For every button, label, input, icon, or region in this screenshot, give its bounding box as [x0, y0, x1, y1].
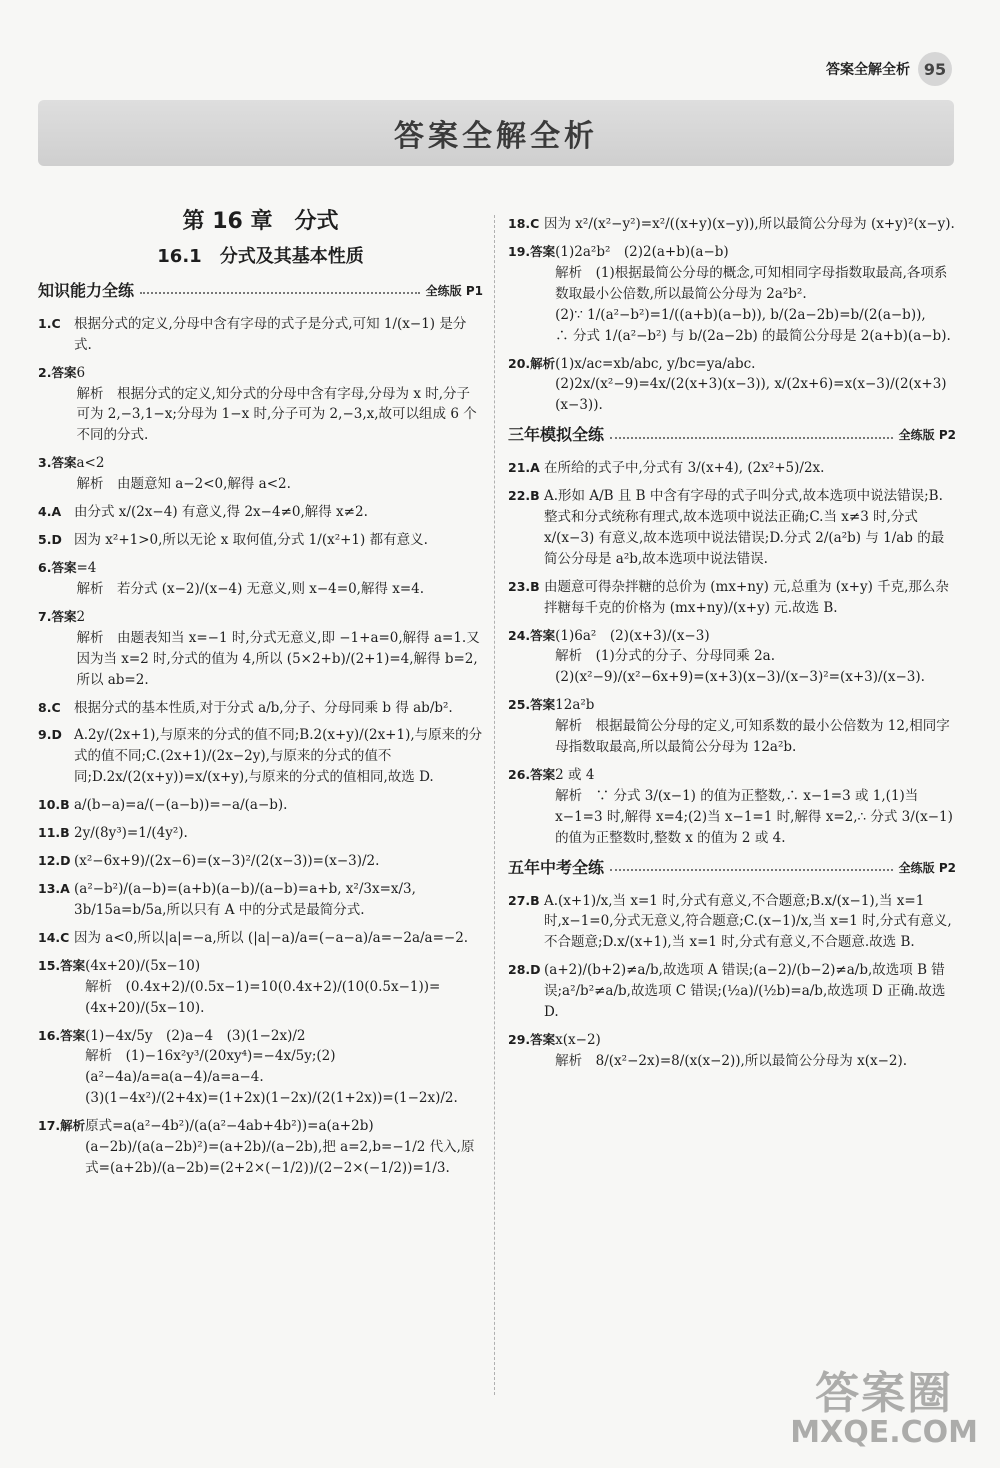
question-number: 5.D [38, 532, 62, 548]
answer-text: 2 或 4 [555, 767, 595, 784]
part-reference: 全练版 P2 [898, 428, 956, 443]
answer-item [38, 363, 483, 447]
answer-item [38, 607, 483, 691]
title-banner: 答案全解全析 [38, 100, 954, 166]
answer-body [74, 698, 483, 719]
part-reference: 全练版 P2 [898, 860, 956, 875]
section-title: 16.1 分式及其基本性质 [157, 246, 364, 268]
part-header-1 [38, 279, 483, 304]
answer-body [555, 354, 956, 417]
question-number: 15.答案 [38, 957, 86, 973]
answer-text: 解析 由题表知当 x=−1 时,分式无意义,即 −1+a=0,解得 a=1.又因为当 x=2 时,分式的值为 4,所以 (5×2+b)/(2+1)=4,解得 b=2,所以 ab=2. [76, 629, 480, 688]
answer-item [508, 458, 956, 479]
answer-body [76, 363, 483, 447]
page-header [826, 52, 952, 86]
question-number: 17.解析 [38, 1118, 86, 1134]
question-number: 25.答案 [508, 697, 556, 713]
answer-item [38, 502, 483, 523]
answer-body [74, 823, 483, 844]
answer-body [555, 626, 956, 689]
answer-body [74, 928, 483, 949]
watermark-text: 答案圈 [815, 1368, 954, 1419]
part-title: 五年中考全练 [508, 857, 605, 877]
answer-text: 解析 (1)根据最简公分母的概念,可知相同字母指数取最高,各项系数取最小公倍数,所以最简公分母为 2a²b². [555, 264, 948, 302]
answer-item [508, 354, 956, 417]
part-header-2 [508, 423, 956, 448]
answer-text: (2)2x/(x²−9)=4x/(2(x+3)(x−3)), x/(2x+6)=x(x−3)/(2(x+3)(x−3)). [555, 376, 947, 414]
question-number: 21.A [508, 460, 540, 476]
answer-text: 由题意可得杂拌糖的总价为 (mx+ny) 元,总重为 (x+y) 千克,那么杂拌糖每千克的价格为 (mx+ny)/(x+y) 元.故选 B. [544, 578, 949, 616]
question-number: 4.A [38, 504, 62, 520]
answer-body [544, 960, 956, 1023]
answer-text: (3)(1−4x²)/(2+4x)=(1+2x)(1−2x)/(2(1+2x))=(1−2x)/2. [85, 1090, 458, 1107]
answer-item [508, 214, 956, 235]
answer-item [38, 1026, 483, 1110]
answer-text: (1)−4x/5y (2)a−4 (3)(1−2x)/2 [85, 1027, 306, 1044]
question-number: 11.B [38, 825, 70, 841]
answer-text: 在所给的式子中,分式有 3/(x+4), (2x²+5)/2x. [544, 460, 825, 477]
answer-text: 解析 根据分式的定义,知分式的分母中含有字母,分母为 x 时,分子可为 2,−3,1−x;分母为 1−x 时,分子可为 2,−3,x,故可以组成 6 个不同的分式. [76, 385, 477, 444]
answer-text: 解析 (1)分式的分子、分母同乘 2a. [555, 648, 775, 665]
answer-list [38, 314, 483, 1179]
answer-body [76, 607, 483, 691]
answer-body [555, 695, 956, 758]
header-title: 答案全解全析 [826, 62, 910, 78]
answer-text: a/(b−a)=a/(−(a−b))=−a/(a−b). [74, 797, 288, 814]
answer-item [508, 960, 956, 1023]
answer-item [508, 891, 956, 954]
answer-body [555, 1030, 956, 1072]
question-number: 19.答案 [508, 243, 556, 259]
question-number: 8.C [38, 699, 61, 715]
chapter-title: 第 16 章 分式 [182, 209, 339, 234]
part-reference: 全练版 P1 [425, 284, 483, 299]
answer-item [38, 314, 483, 356]
answer-item [508, 695, 956, 758]
answer-body [544, 577, 956, 619]
answer-text: (1)2a²b² (2)2(a+b)(a−b) [555, 243, 729, 260]
answer-text: (2)∵ 1/(a²−b²)=1/((a+b)(a−b)), b/(2a−2b)=b/(2(a−b)), [555, 306, 926, 323]
answer-text: 原式=a(a²−4b²)/(a(a²−4ab+4b²))=a(a+2b)(a−2b)/(a(a−2b)²)=(a+2b)/(a−2b),把 a=2,b=−1/2 代入,原式=(a+2b)/(a−2b)=(2+2×(−1/2))/(2−2×(−1/2))=1/3. [85, 1118, 475, 1177]
answer-item [508, 626, 956, 689]
answer-text: 解析 (0.4x+2)/(0.5x−1)=10(0.4x+2)/(10(0.5x−1))=(4x+20)/(5x−10). [85, 978, 441, 1016]
answer-list [508, 458, 956, 849]
answer-item [508, 1030, 956, 1072]
answer-body [76, 558, 483, 600]
answer-body [85, 956, 483, 1019]
answer-item [38, 823, 483, 844]
answer-text: 因为 x²+1>0,所以无论 x 取何值,分式 1/(x²+1) 都有意义. [74, 532, 428, 549]
left-column [38, 205, 483, 1186]
dotted-leader [610, 869, 893, 871]
answer-text: 2y/(8y³)=1/(4y²). [74, 825, 188, 842]
answer-text: 解析 (1)−16x²y³/(20xy⁴)=−4x/5y;(2)(a²−4a)/a=a(a−4)/a=a−4. [85, 1048, 336, 1086]
answer-item [38, 530, 483, 551]
page-number: 95 [918, 52, 952, 86]
part-header-3 [508, 856, 956, 881]
answer-item [38, 453, 483, 495]
question-number: 14.C [38, 929, 70, 945]
question-number: 18.C [508, 216, 540, 231]
answer-text: 根据分式的基本性质,对于分式 a/b,分子、分母同乘 b 得 ab/b². [74, 699, 453, 716]
answer-body [544, 214, 956, 235]
answer-body [85, 1026, 483, 1110]
answer-text: 因为 x²/(x²−y²)=x²/((x+y)(x−y)),所以最简公分母为 (x+y)²(x−y). [544, 216, 955, 232]
question-number: 24.答案 [508, 627, 556, 643]
answer-body [555, 765, 956, 849]
answer-body [74, 851, 483, 872]
answer-text: a<2 [76, 455, 105, 472]
answer-text: 解析 由题意知 a−2<0,解得 a<2. [76, 476, 291, 493]
answer-body [544, 486, 956, 570]
answer-item [38, 851, 483, 872]
question-number: 12.D [38, 853, 71, 869]
dotted-leader [610, 437, 893, 439]
question-number: 13.A [38, 880, 70, 896]
answer-body [74, 530, 483, 551]
answer-item [508, 765, 956, 849]
column-divider [494, 215, 495, 1395]
answer-text: ∴ 分式 1/(a²−b²) 与 b/(2a−2b) 的最简公分母是 2(a+b)(a−b). [555, 327, 951, 344]
answer-body [74, 795, 483, 816]
answer-item [508, 486, 956, 570]
question-number: 28.D [508, 962, 541, 978]
dotted-leader [140, 292, 420, 294]
part-title: 三年模拟全练 [508, 425, 605, 445]
question-number: 3.答案 [38, 455, 77, 471]
answer-body [76, 453, 483, 495]
answer-item [38, 795, 483, 816]
answer-body [74, 314, 483, 356]
question-number: 10.B [38, 797, 70, 813]
answer-text: 解析 若分式 (x−2)/(x−4) 无意义,则 x−4=0,解得 x=4. [76, 580, 425, 597]
answer-text: A.(x+1)/x,当 x=1 时,分式有意义,不合题意;B.x/(x−1),当 x=1 时,x−1=0,分式无意义,符合题意;C.(x−1)/x,当 x=1 时,分式有意义,不合题意;D.x/(x+1),当 x=1 时,分式有意义,不合题意.故选 B. [544, 892, 952, 951]
question-number: 27.B [508, 892, 540, 908]
answer-item [508, 242, 956, 347]
answer-text: (2)(x²−9)/(x²−6x+9)=(x+3)(x−3)/(x−3)²=(x+3)/(x−3). [555, 669, 925, 686]
watermark-url: MXQE.COM [790, 1415, 978, 1450]
answer-body [544, 458, 956, 479]
answer-item [38, 558, 483, 600]
answer-list [508, 214, 956, 416]
answer-text: (a²−b²)/(a−b)=(a+b)(a−b)/(a−b)=a+b, x²/3x=x/3, 3b/15a=b/5a,所以只有 A 中的分式是最简分式. [74, 880, 416, 918]
question-number: 2.答案 [38, 364, 77, 380]
answer-item [38, 725, 483, 788]
answer-body [85, 1116, 483, 1179]
question-number: 26.答案 [508, 767, 556, 783]
answer-text: 6 [76, 364, 86, 381]
answer-text: (1)x/ac=xb/abc, y/bc=ya/abc. [555, 355, 756, 372]
answer-list [508, 891, 956, 1072]
answer-text: =4 [76, 560, 97, 576]
answer-text: 解析 根据最简公分母的定义,可知系数的最小公倍数为 12,相同字母指数取最高,所以最简公分母为 12a²b. [555, 718, 950, 756]
answer-text: A.2y/(2x+1),与原来的分式的值不同;B.2(x+y)/(2x+1),与原来的分式的值不同;C.(2x+1)/(2x−2y),与原来的分式的值不同;D.2x/(2(x+y))=x/(x+y),与原来的分式的值相同,故选 D. [74, 727, 483, 786]
answer-item [38, 928, 483, 949]
answer-text: (a+2)/(b+2)≠a/b,故选项 A 错误;(a−2)/(b−2)≠a/b,故选项 B 错误;a²/b²≠a/b,故选项 C 错误;(½a)/(½b)=a/b,故选项 D 正确.故选 D. [544, 962, 946, 1021]
answer-item [38, 956, 483, 1019]
answer-text: 由分式 x/(2x−4) 有意义,得 2x−4≠0,解得 x≠2. [74, 504, 368, 521]
question-number: 23.B [508, 578, 540, 594]
answer-text: 根据分式的定义,分母中含有字母的式子是分式,可知 1/(x−1) 是分式. [74, 315, 467, 353]
answer-item [38, 879, 483, 921]
answer-body [544, 891, 956, 954]
question-number: 20.解析 [508, 355, 556, 371]
answer-item [38, 1116, 483, 1179]
answer-body [555, 242, 956, 347]
question-number: 9.D [38, 727, 62, 743]
answer-text: 解析 8/(x²−2x)=8/(x(x−2)),所以最简公分母为 x(x−2). [555, 1053, 908, 1070]
answer-item [508, 577, 956, 619]
answer-text: (x²−6x+9)/(2x−6)=(x−3)²/(2(x−3))=(x−3)/2. [74, 853, 380, 870]
answer-body [74, 502, 483, 523]
question-number: 7.答案 [38, 608, 77, 624]
question-number: 29.答案 [508, 1032, 556, 1048]
watermark-logo [790, 1357, 978, 1450]
answer-text: (1)6a² (2)(x+3)/(x−3) [555, 627, 710, 644]
question-number: 22.B [508, 488, 540, 504]
answer-text: 解析 ∵ 分式 3/(x−1) 的值为正整数,∴ x−1=3 或 1,(1)当 x−1=3 时,解得 x=4;(2)当 x−1=1 时,解得 x=2,∴ 分式 3/(x−1) 的值为正整数时,整数 x 的值为 2 或 4. [555, 788, 953, 846]
answer-text: x(x−2) [555, 1032, 601, 1049]
question-number: 16.答案 [38, 1027, 86, 1043]
answer-text: (4x+20)/(5x−10) [85, 957, 201, 974]
question-number: 6.答案 [38, 560, 77, 575]
question-number: 1.C [38, 315, 61, 331]
answer-text: 因为 a<0,所以|a|=−a,所以 (|a|−a)/a=(−a−a)/a=−2a/a=−2. [74, 929, 469, 946]
answer-body [74, 879, 483, 921]
answer-text: 2 [76, 608, 86, 625]
answer-item [38, 698, 483, 719]
right-column [508, 214, 956, 1079]
answer-text: A.形如 A/B 且 B 中含有字母的式子叫分式,故本选项中说法错误;B.整式和分式统称有理式,故本选项中说法正确;C.当 x≠3 时,分式 x/(x−3) 有意义,故本选项中说法错误;D.分式 2/(a²b) 与 1/ab 的最简公分母是 a²b,故本选项中说法错误. [544, 488, 945, 567]
answer-text: 12a²b [555, 697, 595, 714]
part-title: 知识能力全练 [38, 280, 135, 300]
answer-body [74, 725, 483, 788]
